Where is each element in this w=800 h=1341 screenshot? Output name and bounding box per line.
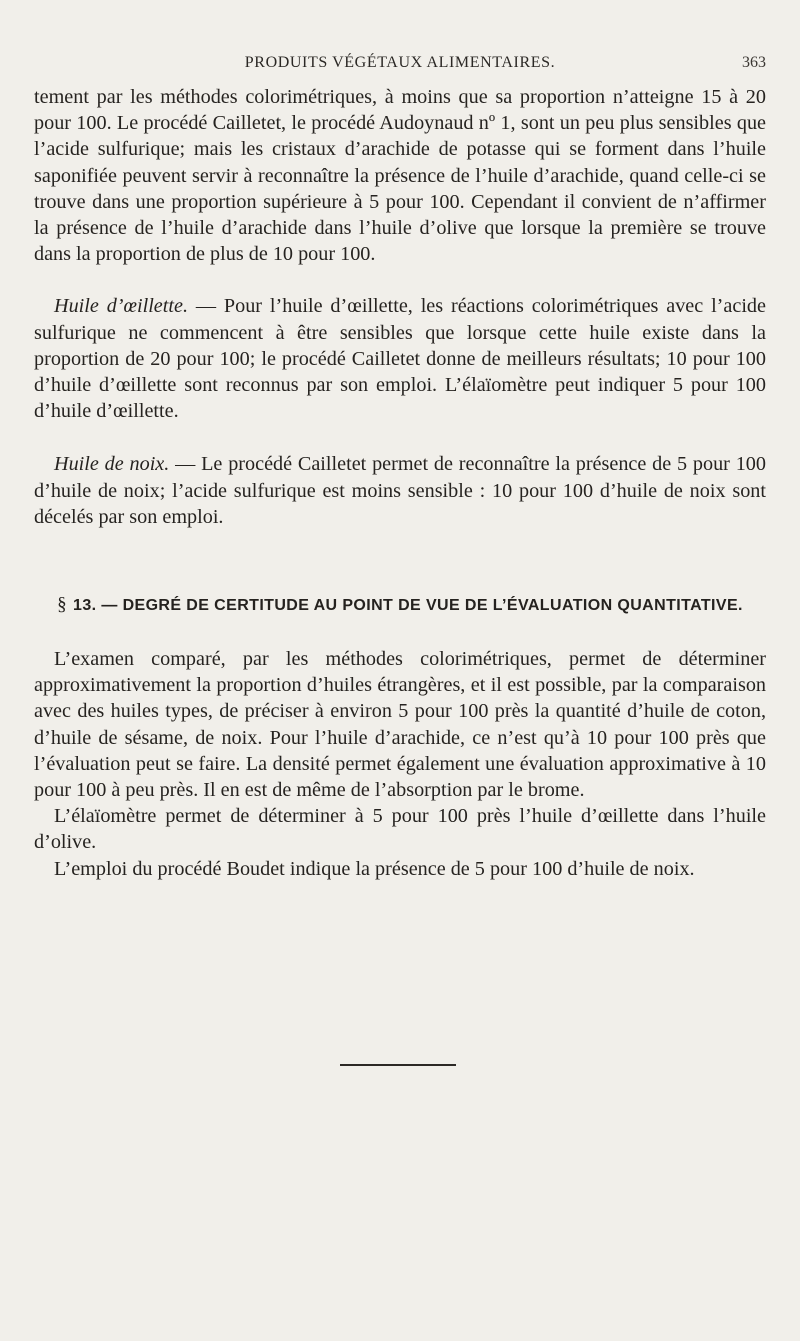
paragraph-continuation: tement par les méthodes colorimétriques, à moins que sa proportion n’atteigne 15 à 20 pour 100. Le procédé Cailletet, le procédé Audoynaud nº 1, sont un peu plus sensibles que l’acide sulfurique; mais les cristaux d’arachide de potasse qui se forment dans l’huile saponifiée peuvent servir à reconnaître la présence de l’huile d’arachide, quand celle-ci se trouve dans une proportion supérieure à 5 pour 100. Cependant il convient de n’affirmer la présence de l’huile d’arachide dans l’huile d’olive que lorsque la première se trouve dans la proportion de plus de 10 pour 100. xyxy=(34,86,766,266)
paragraph-lead-oeillette: Huile d’œillette. xyxy=(54,295,188,318)
paragraph-lead-noix: Huile de noix. xyxy=(54,453,170,476)
page-number: 363 xyxy=(742,54,766,71)
paragraph-elaiometre: L’élaïomètre permet de déterminer à 5 pour 100 près l’huile d’œillette dans l’huile d’olive. xyxy=(34,805,766,854)
paragraph-examen-compare: L’examen comparé, par les méthodes colorimétriques, permet de déterminer approximativement la proportion d’huiles étrangères, et il est possible, par la comparaison avec des huiles types, de préciser à environ 5 pour 100 près la quantité d’huile de coton, d’huile de sésame, de noix. Pour l’huile d’arachide, ce n’est qu’à 10 pour 100 près que l’évaluation peut se faire. La densité permet également une évaluation approximative à 10 pour 100 à peu près. Il en est de même de l’absorption par le brome. xyxy=(34,648,766,802)
paragraph-body-noix: — Le procédé Cailletet permet de reconnaître la présence de 5 pour 100 d’huile de noix; l’acide sulfurique est moins sensible : 10 pour 100 d’huile de noix sont décelés par son emploi. xyxy=(34,453,766,528)
end-rule xyxy=(340,1064,456,1066)
section-sign: § xyxy=(57,594,68,616)
paragraph-huile-oeillette xyxy=(34,293,766,424)
paragraph-procede-boudet: L’emploi du procédé Boudet indique la présence de 5 pour 100 d’huile de noix. xyxy=(54,857,695,880)
page-body xyxy=(34,54,766,882)
section-heading xyxy=(34,594,766,616)
paragraph-body-oeillette: — Pour l’huile d’œillette, les réactions colorimétriques avec l’acide sulfurique ne commencent à être sensibles que lorsque cette huile existe dans la proportion de 20 pour 100; le procédé Cailletet donne de meilleurs résultats; 10 pour 100 d’huile d’œillette sont reconnus par son emploi. L’élaïomètre peut indiquer 5 pour 100 d’huile d’œillette. xyxy=(34,295,766,423)
running-head xyxy=(34,54,766,84)
running-title: PRODUITS VÉGÉTAUX ALIMENTAIRES. xyxy=(244,54,556,71)
section-heading-text: 13. — DEGRÉ DE CERTITUDE AU POINT DE VUE DE L’ÉVALUATION QUANTITATIVE. xyxy=(73,597,743,615)
paragraph-huile-noix xyxy=(34,451,766,530)
